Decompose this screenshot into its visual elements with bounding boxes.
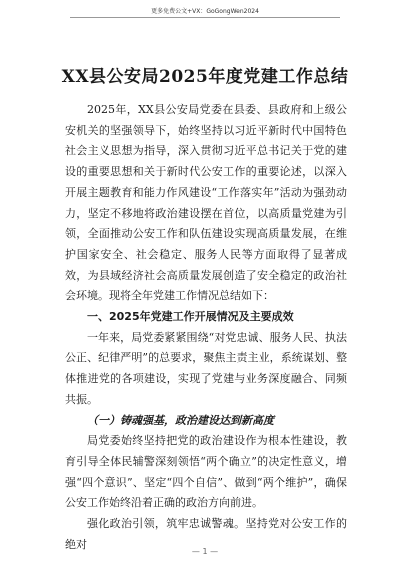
subsection-1-paragraph: 局党委始终坚持把党的政治建设作为根本性建设，教育引导全体民辅警深刻领悟“两个确立”的决定性意义，增强“四个意识”、坚定“四个自信”、做到“两个维护”，确保公安工作始终沿着正确的政治方向前进。: [65, 434, 347, 510]
subsection-1-paragraph-2: 强化政治引领，筑牢忠诚警魂。坚持党对公安工作的绝对: [65, 517, 347, 551]
intro-paragraph: 2025年，XX县公安局党委在县委、县政府和上级公安机关的坚强领导下，始终坚持以习近平新时代中国特色社会主义思想为指导，深入贯彻习近平总书记关于党的建设的重要思想和关于新时代公安工作的重要论述，以深入开展主题教育和能力作风建设“工作落实年”活动为强劲动力，坚定不移地将政治建设摆在首位，以高质量党建为引领，全面推动公安工作和队伍建设实现高质量发展，在维护国家安全、社会稳定、服务人民等方面取得了显著成效，为县域经济社会高质量发展创造了安全稳定的政治社会环境。现将全年党建工作情况总结如下：: [65, 103, 347, 303]
section-heading-1: 一、2025年党建工作开展情况及主要成效: [87, 310, 294, 324]
header-note: 更多免费公文+VX：GoGongWen2024: [151, 8, 259, 15]
header-divider: [70, 17, 340, 18]
subsection-heading-1: （一）铸魂强基，政治建设达到新高度: [87, 413, 274, 427]
document-title: XX县公安局2025年度党建工作总结: [61, 67, 349, 87]
document-body: [65, 100, 347, 555]
section-1-paragraph: 一年来，局党委紧紧围绕“对党忠诚、服务人民、执法公正、纪律严明”的总要求，聚焦主责主业，系统谋划、整体推进党的各项建设，实现了党建与业务深度融合、同频共振。: [65, 330, 347, 406]
page-number: — 1 —: [191, 547, 219, 556]
